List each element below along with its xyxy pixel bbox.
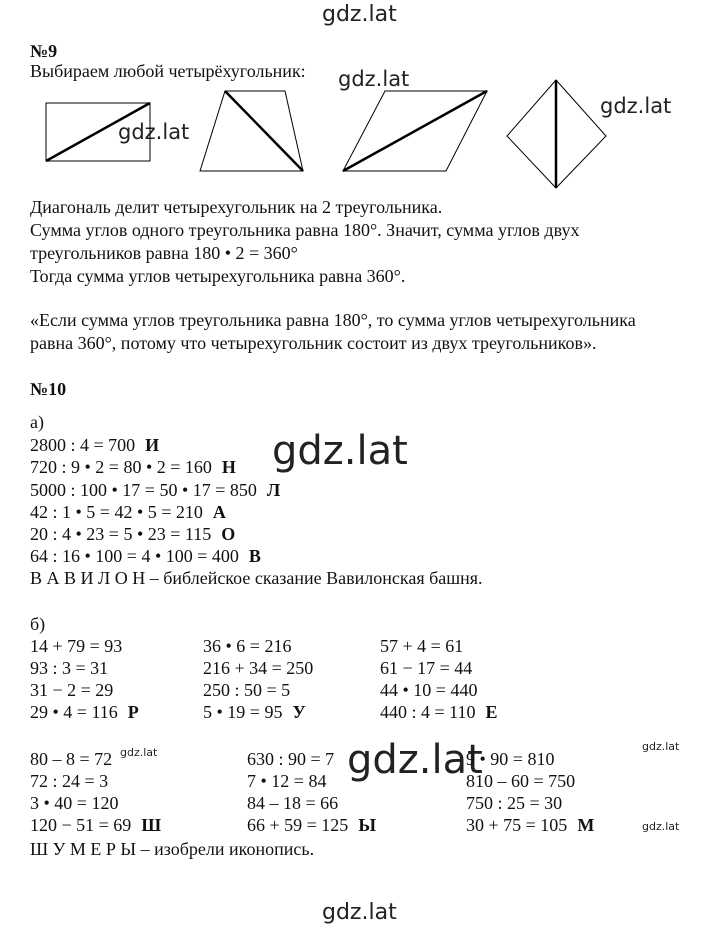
list-item: 14 + 79 = 93 <box>30 636 123 656</box>
watermark-shape3: gdz.lat <box>600 94 672 118</box>
watermark-bottom: gdz.lat <box>322 900 397 925</box>
task9-line-4: Тогда сумма углов четырехугольника равна 360°. <box>30 266 406 286</box>
task9-line-3: треугольников равна 180 • 2 = 360° <box>30 243 298 263</box>
task9-line-1: Диагональ делит четырехугольник на 2 треугольника. <box>30 197 443 217</box>
watermark-small-3: gdz.lat <box>120 746 158 759</box>
part-b-g2-col2 <box>247 748 376 836</box>
list-item: 66 + 59 = 125 Ы <box>247 815 376 835</box>
list-item: 30 + 75 = 105 М <box>466 815 595 835</box>
list-item: 44 • 10 = 440 <box>380 680 478 700</box>
watermark-small-2: gdz.lat <box>642 820 680 833</box>
list-item: 5 • 19 = 95 У <box>203 702 306 722</box>
trapezoid-diagonal <box>225 91 303 171</box>
list-item: 93 : 3 = 31 <box>30 658 109 678</box>
watermark-small-1: gdz.lat <box>642 740 680 753</box>
part-a-row: 42 : 1 • 5 = 42 • 5 = 210 А <box>30 502 226 522</box>
list-item: 36 • 6 = 216 <box>203 636 292 656</box>
rectangle-diagonal <box>46 103 150 161</box>
list-item: 9 • 90 = 810 <box>466 749 555 769</box>
part-b-answer: Ш У М Е Р Ы – изобрели иконопись. <box>30 839 315 859</box>
part-a-answer: В А В И Л О Н – библейское сказание Вавилонская башня. <box>30 568 483 588</box>
list-item: 216 + 34 = 250 <box>203 658 314 678</box>
part-b-g2-col3 <box>466 748 594 836</box>
task9-line-2: Сумма углов одного треугольника равна 180°. Значит, сумма углов двух <box>30 220 580 240</box>
task10-part-b-label: б) <box>30 614 46 634</box>
list-item: 750 : 25 = 30 <box>466 793 563 813</box>
part-b-g1-col3 <box>380 635 498 723</box>
list-item: 29 • 4 = 116 Р <box>30 702 139 722</box>
part-a-row: 5000 : 100 • 17 = 50 • 17 = 850 Л <box>30 480 281 500</box>
part-a-row: 2800 : 4 = 700 И <box>30 435 160 455</box>
task9-quote-1: «Если сумма углов треугольника равна 180°, то сумма углов четырехугольника <box>30 310 636 330</box>
task9-quote-2: равна 360°, потому что четырехугольник состоит из двух треугольников». <box>30 333 597 353</box>
list-item: 57 + 4 = 61 <box>380 636 464 656</box>
list-item: 120 − 51 = 69 Ш <box>30 815 162 835</box>
list-item: 80 – 8 = 72 <box>30 749 113 769</box>
part-b-g1-col1 <box>30 635 139 723</box>
list-item: 7 • 12 = 84 <box>247 771 327 791</box>
part-b-g2-col1 <box>30 748 161 836</box>
list-item: 3 • 40 = 120 <box>30 793 119 813</box>
watermark-top: gdz.lat <box>322 2 397 27</box>
list-item: 31 − 2 = 29 <box>30 680 114 700</box>
part-a-row: 720 : 9 • 2 = 80 • 2 = 160 Н <box>30 457 236 477</box>
list-item: 72 : 24 = 3 <box>30 771 109 791</box>
task9-number: №9 <box>30 41 58 61</box>
list-item: 84 – 18 = 66 <box>247 793 339 813</box>
parallelogram-diagonal <box>343 91 487 171</box>
list-item: 810 – 60 = 750 <box>466 771 576 791</box>
list-item: 440 : 4 = 110 Е <box>380 702 498 722</box>
quadrilaterals-figure <box>0 70 720 200</box>
trapezoid-shape <box>200 91 303 171</box>
task9-intro: Выбираем любой четырёхугольник: <box>30 61 306 81</box>
watermark-big-1: gdz.lat <box>272 428 408 474</box>
task10-number: №10 <box>30 379 67 399</box>
part-a-row: 20 : 4 • 23 = 5 • 23 = 115 О <box>30 524 236 544</box>
task10-part-a-label: а) <box>30 412 44 432</box>
list-item: 61 − 17 = 44 <box>380 658 473 678</box>
watermark-big-2: gdz.lat <box>347 737 483 783</box>
part-b-g1-col2 <box>203 635 313 723</box>
watermark-shape1: gdz.lat <box>118 120 190 144</box>
watermark-shape2: gdz.lat <box>338 67 410 91</box>
part-a-row: 64 : 16 • 100 = 4 • 100 = 400 В <box>30 546 261 566</box>
list-item: 630 : 90 = 7 <box>247 749 335 769</box>
list-item: 250 : 50 = 5 <box>203 680 291 700</box>
